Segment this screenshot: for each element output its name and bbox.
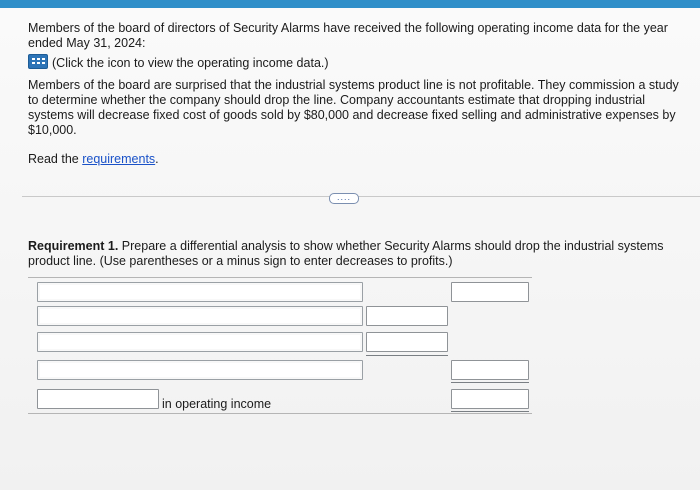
page-content <box>0 8 700 490</box>
table-grid-icon[interactable] <box>28 54 48 69</box>
table-bottom-rule <box>28 413 532 414</box>
requirement-label: Requirement 1. <box>28 239 119 253</box>
problem-scenario: Members of the board are surprised that the industrial systems product line is not profitable. They commission a study to determine whether the company should drop the line. Company accountants estimate that dropping industrial systems will decrease fixed cost of goods sold by $80,000 and decrease fixed selling and administrative expenses by $10,000. <box>28 78 679 137</box>
section-divider <box>22 196 700 197</box>
increase-decrease-input[interactable] <box>37 389 159 409</box>
amount-input-3[interactable] <box>366 332 448 352</box>
ellipsis-icon[interactable]: .... <box>329 193 359 204</box>
table-top-rule <box>28 277 532 278</box>
top-accent-bar <box>0 0 700 8</box>
amount-input-4-total[interactable] <box>451 360 529 380</box>
read-suffix: . <box>155 152 159 166</box>
amount-input-1-total[interactable] <box>451 282 529 302</box>
line-item-input-2[interactable] <box>37 306 363 326</box>
requirement-text: Prepare a differential analysis to show whether Security Alarms should drop the industrial systems product line. (Use parentheses or a minus sign to enter decreases to profits.) <box>28 239 664 268</box>
requirements-link[interactable]: requirements <box>82 152 156 166</box>
line-item-input-4[interactable] <box>37 360 363 380</box>
line-item-input-3[interactable] <box>37 332 363 352</box>
amount-input-2[interactable] <box>366 306 448 326</box>
operating-income-label: in operating income <box>162 397 272 411</box>
problem-intro: Members of the board of directors of Security Alarms have received the following operating income data for the year ended May 31, 2024: <box>28 21 668 50</box>
operating-income-amount-input[interactable] <box>451 389 529 409</box>
total-underline <box>451 382 529 383</box>
read-requirements <box>28 152 688 167</box>
subtotal-underline <box>366 355 448 356</box>
final-double-underline-1 <box>451 411 529 412</box>
requirement-1 <box>28 239 688 269</box>
read-prefix: Read the <box>28 152 83 166</box>
line-item-input-1[interactable] <box>37 282 363 302</box>
data-link-row <box>28 54 688 71</box>
data-link-label[interactable]: (Click the icon to view the operating income data.) <box>52 56 329 70</box>
